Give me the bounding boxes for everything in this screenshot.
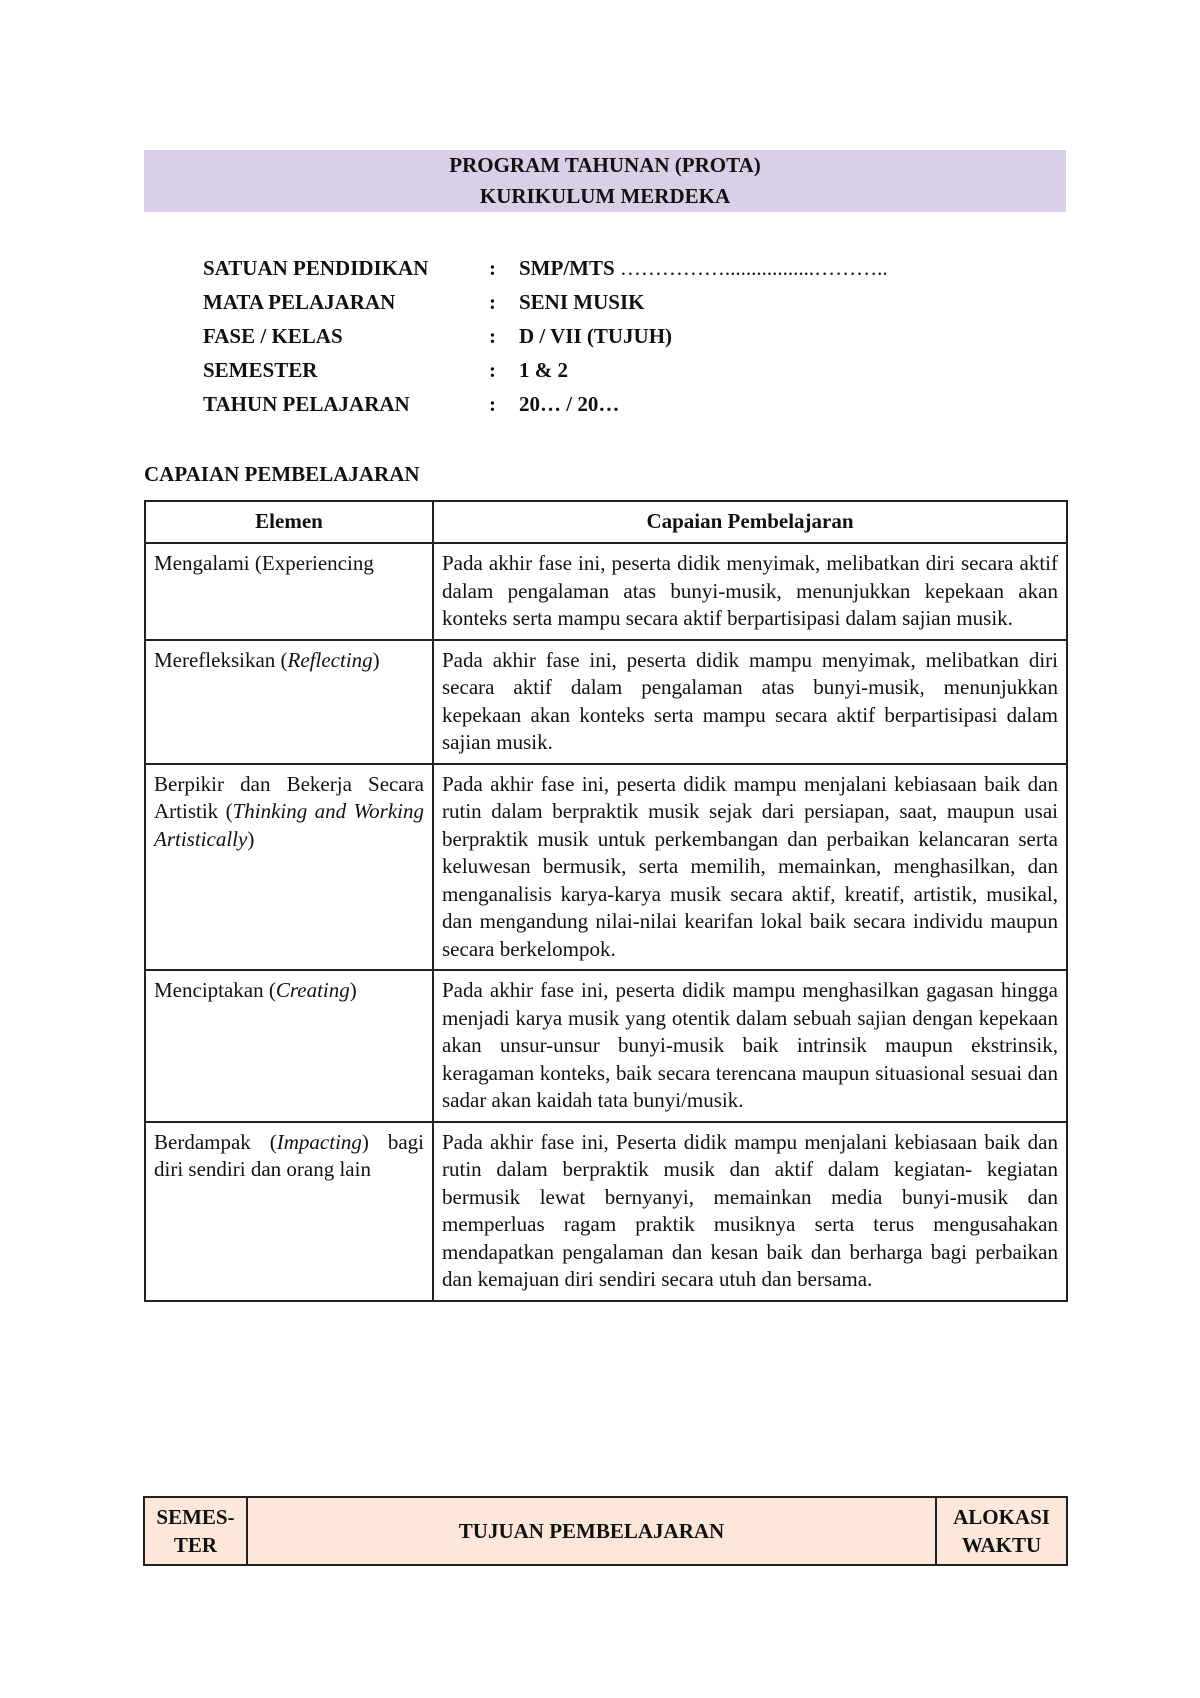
element-cell — [145, 764, 433, 971]
element-close: ) — [247, 826, 255, 851]
element-text: Menciptakan ( — [154, 978, 276, 1002]
column-header-semester — [144, 1497, 247, 1565]
element-italic: Thinking and Working Artistically — [154, 799, 424, 851]
element-italic: Impacting — [276, 1129, 362, 1154]
table-header-row — [144, 1497, 1067, 1565]
element-cell — [145, 1122, 433, 1301]
description-cell: Pada akhir fase ini, peserta didik mampu menjalani kebiasaan baik dan rutin dalam berpraktik musik sejak dari persiapan, saat, maupun usai berpraktik musik untuk perkembangan dan perbaikan kelancaran serta keluwesan bermusik, serta memilih, memainkan, menghasilkan, dan menganalisis karya-karya musik secara aktif, kreatif, artistik, musikal, dan mengandung nilai-nilai kearifan lokal baik secara individu maupun secara berkelompok. — [433, 764, 1067, 971]
element-italic: Reflecting — [287, 647, 373, 672]
identity-row — [203, 285, 888, 319]
identity-label: TAHUN PELAJARAN — [203, 392, 410, 416]
title-banner — [144, 150, 1066, 212]
alokasi-line2: WAKTU — [961, 1533, 1042, 1557]
identity-colon: : — [489, 392, 496, 416]
identity-value-text: SMP/MTS — [519, 256, 615, 280]
identity-label: SEMESTER — [203, 358, 318, 382]
description-cell: Pada akhir fase ini, peserta didik menyimak, melibatkan diri secara aktif dalam pengalaman atas bunyi-musik, menunjukkan kepekaan akan konteks serta mampu secara aktif berpartisipasi dalam sajian musik. — [433, 543, 1067, 640]
semester-line2: TER — [173, 1533, 218, 1557]
document-subtitle: KURIKULUM MERDEKA — [479, 184, 731, 208]
element-text: Berpikir dan Bekerja Secara Artistik ( — [154, 771, 424, 823]
capaian-table — [144, 500, 1068, 1302]
element-cell — [145, 543, 433, 640]
identity-row — [203, 251, 888, 285]
table-row — [145, 764, 1067, 971]
tujuan-table — [143, 1496, 1068, 1566]
column-header-tujuan: TUJUAN PEMBELAJARAN — [247, 1497, 936, 1565]
element-close: ) bagi diri sendiri dan orang lain — [154, 1129, 424, 1181]
identity-label: MATA PELAJARAN — [203, 290, 396, 314]
element-text: Berdampak ( — [154, 1129, 277, 1154]
identity-value: 1 & 2 — [519, 358, 568, 382]
element-close: ) — [349, 978, 357, 1002]
document-title: PROGRAM TAHUNAN (PROTA) — [449, 153, 761, 177]
alokasi-line1: ALOKASI — [953, 1505, 1050, 1529]
table-row — [145, 970, 1067, 1122]
table-row — [145, 640, 1067, 764]
identity-label: SATUAN PENDIDIKAN — [203, 256, 429, 280]
identity-colon: : — [489, 290, 496, 314]
element-italic: Creating — [275, 978, 350, 1002]
column-header-capaian: Capaian Pembelajaran — [433, 501, 1067, 543]
table-header-row — [145, 501, 1067, 543]
column-header-elemen: Elemen — [145, 501, 433, 543]
identity-value: SENI MUSIK — [519, 290, 645, 314]
identity-label: FASE / KELAS — [203, 324, 343, 348]
description-cell: Pada akhir fase ini, Peserta didik mampu menjalani kebiasaan baik dan rutin dalam berpraktik musik dan aktif dalam kegiatan- kegiatan bermusik lewat bernyanyi, memainkan media bunyi-musik dan memperluas ragam praktik musiknya serta terus mengusahakan mendapatkan pengalaman dan kesan baik dan berharga bagi perbaikan dan kemajuan diri sendiri secara utuh dan bersama. — [433, 1122, 1067, 1301]
identity-value: D / VII (TUJUH) — [519, 324, 673, 348]
element-cell — [145, 640, 433, 764]
table-row — [145, 543, 1067, 640]
element-text: Merefleksikan ( — [154, 647, 288, 672]
table-row — [145, 1122, 1067, 1301]
identity-colon: : — [489, 358, 496, 382]
identity-value: 20… / 20… — [519, 392, 620, 416]
identity-colon: : — [489, 324, 496, 348]
identity-dots: …………….................……….. — [619, 256, 888, 280]
section-heading: CAPAIAN PEMBELAJARAN — [144, 462, 420, 486]
identity-row — [203, 319, 888, 353]
identity-value — [519, 251, 888, 285]
column-header-alokasi — [936, 1497, 1067, 1565]
identity-row — [203, 353, 888, 387]
element-text: Mengalami (Experiencing — [154, 551, 374, 575]
semester-line1: SEMES- — [156, 1505, 235, 1529]
description-cell: Pada akhir fase ini, peserta didik mampu menghasilkan gagasan hingga menjadi karya musik yang otentik dalam sebuah sajian dengan kepekaan akan unsur-unsur bunyi-musik baik intrinsik maupun ekstrinsik, keragaman konteks, baik secara terencana maupun situasional sesuai dan sadar akan kaidah tata bunyi/musik. — [433, 970, 1067, 1122]
identity-row — [203, 387, 888, 421]
element-close: ) — [372, 647, 380, 672]
description-cell: Pada akhir fase ini, peserta didik mampu menyimak, melibatkan diri secara aktif dalam pengalaman atas bunyi-musik, menunjukkan kepekaan akan konteks serta mampu secara aktif berpartisipasi dalam sajian musik. — [433, 640, 1067, 764]
identity-colon: : — [489, 256, 496, 280]
identity-block — [203, 251, 888, 421]
element-cell — [145, 970, 433, 1122]
